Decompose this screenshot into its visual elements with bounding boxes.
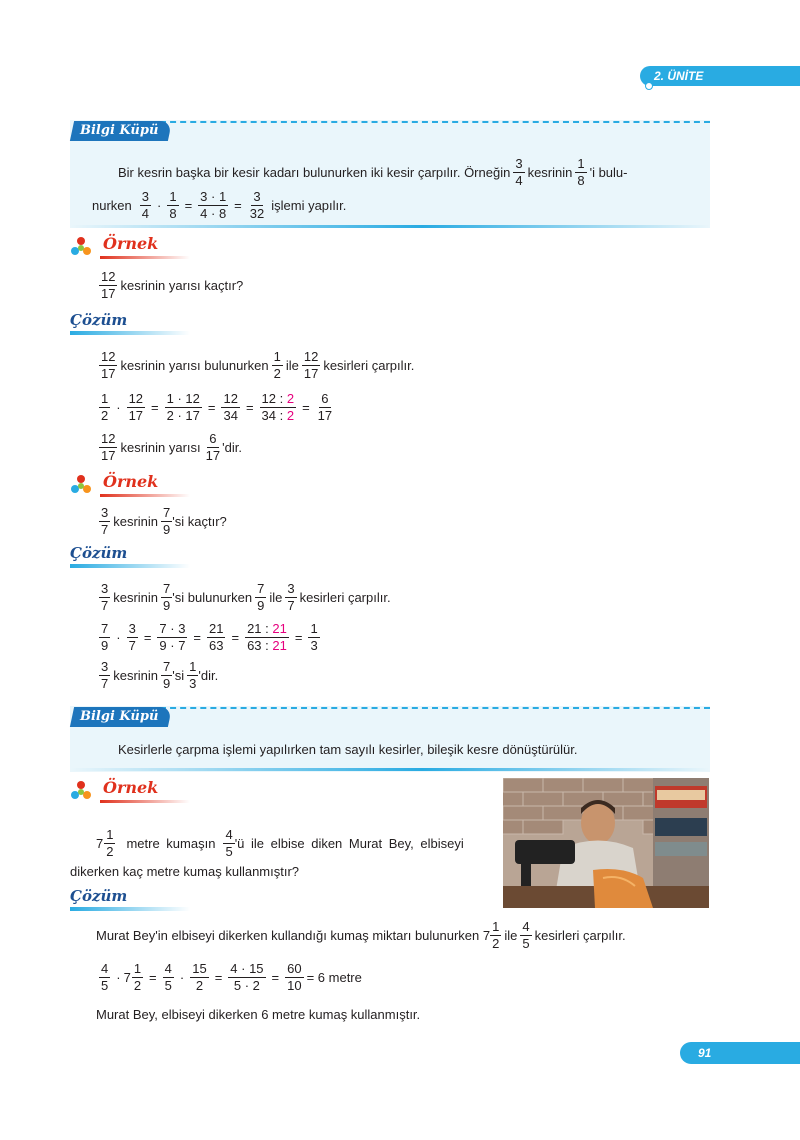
example-1-solution-heading: Çözüm [70,311,128,329]
solution-2-calc: 7 9 · $\frac{3}{7}$ = $\frac{7 \cdot 3}{9 \cdot 7}$ = $\frac{21}{63}$ = $\frac{21 : 21}{63 : 21}$ = $\frac{1}{3}$ [101,621,318,653]
solution-1-line-1: 12 17 kesrinin yarısı bulunurken 1 2 ile 12 17 kesirleri çarpılır. [101,349,415,381]
fraction: $\frac{3}{7}$ [128,621,136,653]
page-number-tab [680,1042,800,1064]
fraction: 12 17 [101,269,116,301]
fraction: 3 4 [515,156,523,188]
fraction: 4 5 [225,827,233,859]
fraction: 12 17 [303,349,319,381]
fraction: $\frac{6}{17}$ [317,391,333,423]
unit-rule [650,85,800,86]
fraction: 1 2 [106,827,114,859]
fraction: 4 5 [522,919,530,951]
solution-3-calc: 4 5 · 7 $\frac{1}{2}$ = $\frac{4}{5}$ · $\frac{15}{2}$ = $\frac{4 \cdot 15}{5 \cdot 2}$ = $\frac{60}{10}$ = 6 metre [101,961,362,993]
example-2-solution-heading: Çözüm [70,544,128,562]
fraction: $\frac{12}{17}$ [128,391,144,423]
example-2-heading: Örnek [103,472,159,491]
fraction: $\frac{3 \cdot 1}{4 \cdot 8}$ [200,189,227,221]
fraction: 12 17 [101,349,116,381]
example-2-rule [100,494,190,497]
example-3-rule [100,800,190,803]
fraction: $\frac{1}{2}$ [133,961,142,993]
fraction: $\frac{4 \cdot 15}{5 \cdot 2}$ [230,961,264,993]
cube-icon [70,780,92,802]
fraction: 1 8 [577,156,585,188]
solution-1-calc: 1 2 · $\frac{12}{17}$ = $\frac{1 \cdot 12}{2 \cdot 17}$ = $\frac{12}{34}$ = $\frac{12 : 2}{34 : 2}$ = $\frac{6}{17}$ [101,391,333,423]
fraction: 1 3 [189,659,197,691]
solution-3-result: Murat Bey, elbiseyi dikerken 6 metre kumaş kullanmıştır. [96,1007,421,1022]
solution-3-line-1: Murat Bey'in elbiseyi dikerken kullandığı kumaş miktarı bulunurken 7 1 2 ile 4 5 kesirleri çarpılır. [96,919,626,951]
info-box-2-dashed-rule [160,707,710,709]
example-3-heading: Örnek [103,778,159,797]
fraction: $\frac{21 : 21}{63 : 21}$ [247,621,287,653]
example-2-question: 3 7 kesrinin 7 9 'si kaçtır? [101,505,227,537]
fraction: 7 9 [163,581,171,613]
cube-icon [70,236,92,258]
fraction: $\frac{4}{5}$ [164,961,172,993]
fraction: $\frac{1}{8}$ [169,189,177,221]
fraction: $\frac{1}{3}$ [310,621,318,653]
fraction: 1 2 [273,349,281,381]
example-3-solution-heading: Çözüm [70,887,128,905]
fraction: $\frac{3}{32}$ [249,189,265,221]
solution-1-result: 12 17 kesrinin yarısı 6 17 'dir. [101,431,242,463]
unit-tab [640,66,800,86]
info-box-2-bottom-rule [70,768,710,771]
example-1-question: 12 17 kesrinin yarısı kaçtır? [101,269,244,301]
fraction: 7 9 [101,621,109,653]
fraction: 1 2 [492,919,500,951]
fraction: 3 4 [141,189,149,221]
fraction: 1 2 [101,391,109,423]
solution-2-rule [70,564,190,568]
info-1-line-1: Bir kesrin başka bir kesir kadarı bulunurken iki kesir çarpılır. Örneğin 3 4 kesrinin 1 8 'i bulu- [118,156,628,188]
fraction: 6 17 [205,431,221,463]
fraction: 3 7 [101,505,109,537]
info-box-2-badge: Bilgi Küpü [70,707,173,727]
fraction: $\frac{12}{34}$ [223,391,238,423]
unit-dot [645,82,653,90]
solution-2-line-1: 3 7 kesrinin 7 9 'si bulunurken 7 9 ile 3 7 kesirleri çarpılır. [101,581,391,613]
unit-label: 2. ÜNİTE [654,69,704,83]
fraction: $\frac{60}{10}$ [287,961,302,993]
fraction: $\frac{12 : 2}{34 : 2}$ [261,391,295,423]
info-box-1-badge: Bilgi Küpü [70,121,173,141]
fraction: 7 9 [257,581,265,613]
cube-icon [70,474,92,496]
example-1-rule [100,256,190,259]
fraction: 3 7 [101,581,109,613]
info-box-1-dashed-rule [160,121,710,123]
info-1-line-2: nurken 3 4 · $\frac{1}{8}$ = $\frac{3 \cdot 1}{4 \cdot 8}$ = $\frac{3}{32}$ işlemi yapılır. [92,189,347,221]
photo-tailor-sewing [503,778,709,908]
page-number: 91 [698,1046,712,1060]
solution-3-rule [70,907,190,911]
fraction: 3 7 [287,581,295,613]
example-1-heading: Örnek [103,234,159,253]
example-3-question-line-1: 7 1 2 metre kumaşın 4 5 'ü ile elbise diken Murat Bey, elbiseyi [96,827,464,859]
fraction: 12 17 [101,431,116,463]
solution-1-rule [70,331,190,335]
example-3-question-line-2: dikerken kaç metre kumaş kullanmıştır? [70,864,300,879]
solution-2-result: 3 7 kesrinin 7 9 'si 1 3 'dir. [101,659,219,691]
fraction: 4 5 [101,961,109,993]
fraction: $\frac{1 \cdot 12}{2 \cdot 17}$ [166,391,200,423]
fraction: 7 9 [163,505,171,537]
fraction: $\frac{21}{63}$ [209,621,224,653]
fraction: 7 9 [163,659,171,691]
fraction: 3 7 [101,659,109,691]
fraction: $\frac{7 \cdot 3}{9 \cdot 7}$ [159,621,186,653]
fraction: $\frac{15}{2}$ [192,961,207,993]
info-2-text: Kesirlerle çarpma işlemi yapılırken tam sayılı kesirler, bileşik kesre dönüştürülür. [118,742,578,757]
info-box-1-bottom-rule [70,225,710,228]
